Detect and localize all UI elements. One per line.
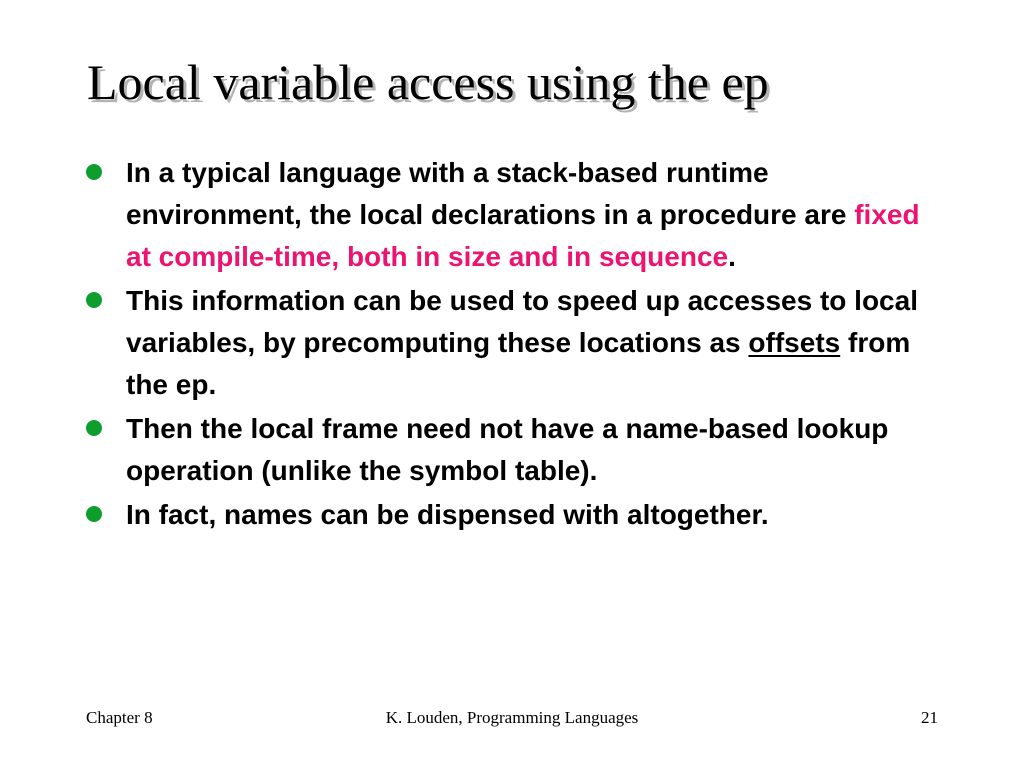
bullet-item xyxy=(86,280,946,406)
bullet-item xyxy=(86,408,946,492)
bullet-icon xyxy=(86,292,102,308)
bullet-item xyxy=(86,152,946,278)
bullet-text: In a typical language with a stack-based runtime environment, the local declarations in a procedure are xyxy=(126,157,855,230)
footer-chapter: Chapter 8 xyxy=(86,708,153,727)
bullet-text: In fact, names can be dispensed with altogether. xyxy=(126,499,769,530)
highlighted-text: fixed at compile-time, both in size and in sequence xyxy=(126,199,920,272)
bullet-icon xyxy=(86,164,102,180)
bullet-icon xyxy=(86,506,102,522)
bullet-list xyxy=(86,152,946,538)
footer-author: K. Louden, Programming Languages xyxy=(385,708,639,727)
bullet-text: Then the local frame need not have a name-based lookup operation (unlike the symbol table). xyxy=(126,413,889,486)
underlined-text: offsets xyxy=(748,327,841,358)
bullet-text: . xyxy=(728,241,736,272)
bullet-text: from the ep. xyxy=(126,327,911,400)
slide-title: Local variable access using the ep xyxy=(87,54,769,110)
bullet-icon xyxy=(86,420,102,436)
bullet-item xyxy=(86,494,946,536)
bullet-text: This information can be used to speed up accesses to local variables, by precomputing these locations as xyxy=(126,285,918,358)
footer-page-number: 21 xyxy=(921,708,938,727)
